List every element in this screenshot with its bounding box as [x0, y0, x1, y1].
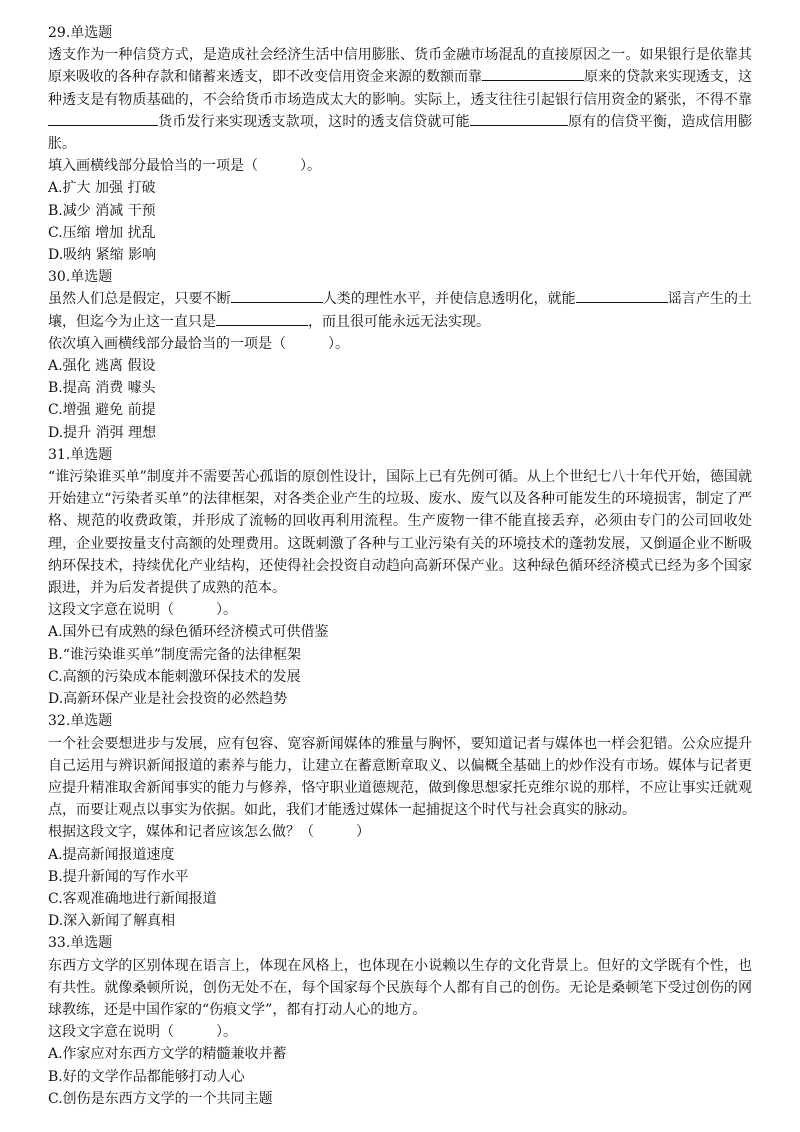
passage-segment: 虽然人们总是假定，只要不断 [48, 291, 231, 308]
question-prompt: 依次填入画横线部分最恰当的一项是（ ）。 [48, 335, 349, 352]
option-a[interactable]: A.强化 逃离 假设 [48, 358, 156, 375]
option-b[interactable]: B.好的文学作品都能够打动人心 [48, 1068, 245, 1085]
passage-segment: 谣言产生的土壤，但迄今为止这一直只是 [48, 291, 753, 330]
question-header: 33.单选题 [48, 935, 113, 952]
question-29 [48, 22, 752, 266]
question-passage [48, 44, 752, 155]
blank-line [231, 288, 323, 303]
option-a[interactable]: A.国外已有成熟的绿色循环经济模式可供借鉴 [48, 624, 329, 641]
question-header: 31.单选题 [48, 446, 113, 463]
blank-line [470, 111, 568, 126]
passage-segment: 原有的信贷平衡，造成信用膨胀。 [48, 113, 753, 153]
option-b[interactable]: B.减少 消减 干预 [48, 202, 156, 219]
blank-line [576, 288, 668, 303]
question-prompt: 填入画横线部分最恰当的一项是（ ）。 [48, 158, 321, 175]
question-header: 29.单选题 [48, 25, 113, 41]
option-b[interactable]: B.“谁污染谁买单”制度需完备的法律框架 [48, 646, 302, 663]
question-33 [48, 932, 752, 1110]
option-a[interactable]: A.扩大 加强 打破 [48, 180, 156, 197]
question-31 [48, 444, 752, 710]
option-c[interactable]: C.压缩 增加 扰乱 [48, 224, 156, 241]
question-30 [48, 266, 752, 444]
option-b[interactable]: B.提升新闻的写作水平 [48, 868, 189, 885]
question-32 [48, 710, 752, 932]
question-passage: 东西方文学的区别体现在语言上，体现在风格上，也体现在小说赖以生存的文化背景上。但好的文学既有个性，也有共性。就像桑顿所说，创伤无处不在，每个国家每个民族每个人都有自己的创伤。无论是桑顿笔下受过创伤的网球教练，还是中国作家的“伤痕文学”，都有打动人心的地方。 [48, 957, 752, 1018]
question-passage: “谁污染谁买单”制度并不需要苦心孤诣的原创性设计，国际上已有先例可循。从上个世纪七八十年代开始，德国就开始建立“污染者买单”的法律框架，对各类企业产生的垃圾、废水、废气以及各种可能发生的环境损害，制定了严格、规范的收费政策，并形成了流畅的回收再利用流程。生产废物一律不能直接丢弃，必须由专门的公司回收处理，企业要按量支付高额的处理费用。这既刺激了各种与工业污染有关的环境技术的蓬勃发展，又倒逼企业不断吸纳环保技术，持续优化产业结构，还使得社会投资自动趋向高新环保产业。这种绿色循环经济模式已经为多个国家跟进，并为后发者提供了成熟的范本。 [48, 469, 752, 597]
option-d[interactable]: D.提升 消弭 理想 [48, 424, 157, 441]
question-header: 32.单选题 [48, 713, 113, 730]
passage-segment: 货币发行来实现透支款项，这时的透支信贷就可能 [158, 113, 470, 130]
blank-line [482, 66, 584, 81]
option-c[interactable]: C.增强 避免 前提 [48, 402, 156, 419]
passage-segment: 透支作为一种信贷方式，是造成社会经济生活中信用膨胀、货币金融市场混乱的直接原因之一。如果银行是依靠其原来吸收的各种存款和储蓄来透支，即不改变信用资金来源的数额而靠 [48, 47, 752, 86]
option-a[interactable]: A.提高新闻报道速度 [48, 846, 175, 863]
option-c[interactable]: C.创伤是东西方文学的一个共同主题 [48, 1090, 273, 1107]
option-d[interactable]: D.吸纳 紧缩 影响 [48, 247, 157, 264]
question-passage: 一个社会要想进步与发展，应有包容、宽容新闻媒体的雅量与胸怀，要知道记者与媒体也一样会犯错。公众应提升自己运用与辨识新闻报道的素养与能力，让建立在蓄意断章取义、以偏概全基础上的炒作没有市场。媒体与记者更应提升精准取舍新闻事实的能力与修养，恪守职业道德规范，做到像思想家托克维尔说的那样，不应让事实迁就观点，而要让观点以事实为依据。如此，我们才能透过媒体一起捕捉这个时代与社会真实的脉动。 [48, 735, 752, 819]
option-a[interactable]: A.作家应对东西方文学的精髓兼收并蓄 [48, 1046, 287, 1063]
blank-line [216, 311, 308, 326]
passage-segment: ，而且很可能永远无法实现。 [308, 313, 490, 330]
option-d[interactable]: D.高新环保产业是社会投资的必然趋势 [48, 691, 288, 708]
option-c[interactable]: C.高额的污染成本能刺激环保技术的发展 [48, 668, 301, 685]
option-b[interactable]: B.提高 消费 噱头 [48, 380, 156, 397]
question-prompt: 这段文字意在说明（ ）。 [48, 1024, 237, 1041]
question-prompt: 根据这段文字，媒体和记者应该怎么做？（ ） [48, 824, 370, 841]
question-prompt: 这段文字意在说明（ ）。 [48, 602, 237, 619]
question-header: 30.单选题 [48, 269, 113, 286]
option-c[interactable]: C.客观准确地进行新闻报道 [48, 890, 217, 907]
question-passage [48, 288, 752, 332]
blank-line [48, 111, 158, 126]
option-d[interactable]: D.深入新闻了解真相 [48, 913, 176, 930]
passage-segment: 原来的贷款来实现透支，这种透支是有物质基础的，不会给货币市场造成太大的影响。实际上，透支往往引起银行信用资金的紧张，不得不靠 [48, 69, 752, 108]
passage-segment: 人类的理性水平，并使信息透明化，就能 [322, 291, 576, 308]
